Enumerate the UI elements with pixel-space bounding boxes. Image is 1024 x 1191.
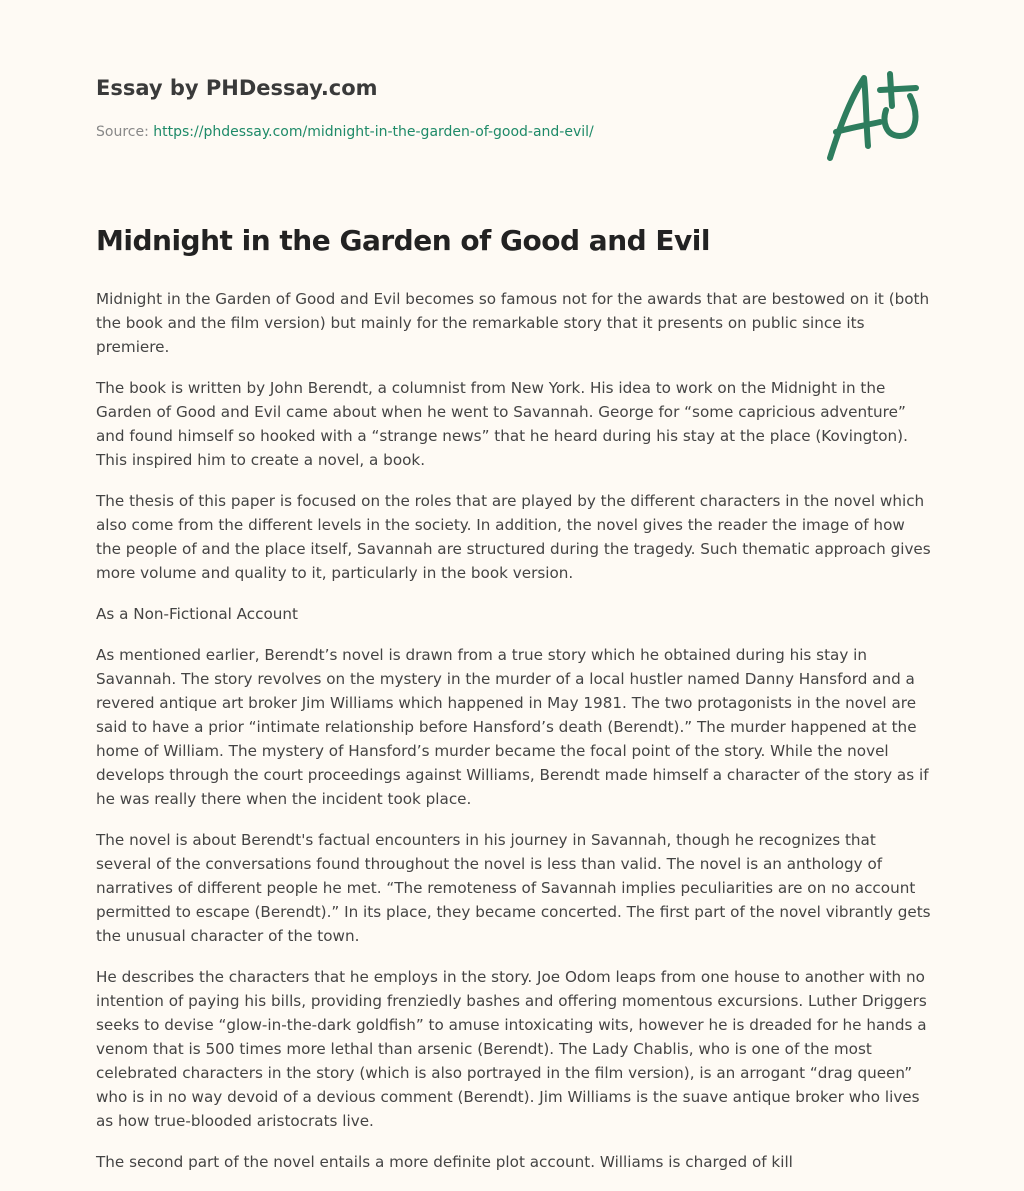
article-body (96, 287, 932, 1191)
source-link[interactable]: https://phdessay.com/midnight-in-the-garden-of-good-and-evil/ (153, 124, 594, 140)
paragraph: The second part of the novel entails a more definite plot account. Williams is charged of kill (96, 1153, 793, 1171)
source-label: Source: (96, 124, 149, 140)
section-heading: As a Non-Fictional Account (96, 605, 298, 623)
paragraph: He describes the characters that he employs in the story. Joe Odom leaps from one house to another with no intention of paying his bills, providing frenziedly bashes and offering momentous excursions. Luther Driggers seeks to devise “glow-in-the-dark goldfish” to amuse intoxicating wits, however he is dreaded for he hands a venom that is 500 times more lethal than arsenic (Berendt). The Lady Chablis, who is one of the most celebrated characters in the story (which is also portrayed in the film version), is an arrogant “drag queen” who is in no way devoid of a devious comment (Berendt). Jim Williams is the suave antique broker who lives as how true-blooded aristocrats live. (96, 968, 927, 1130)
page-header (96, 76, 594, 140)
site-title: Essay by PHDessay.com (96, 76, 378, 100)
source-line (96, 124, 594, 140)
article-title: Midnight in the Garden of Good and Evil (96, 224, 710, 257)
paragraph: The thesis of this paper is focused on the roles that are played by the different characters in the novel which also come from the different levels in the society. In addition, the novel gives the reader the image of how the people of and the place itself, Savannah are structured during the tragedy. Such thematic approach gives more volume and quality to it, particularly in the book version. (96, 492, 931, 582)
paragraph: Midnight in the Garden of Good and Evil becomes so famous not for the awards that are bestowed on it (both the book and the film version) but mainly for the remarkable story that it presents on public since its premiere. (96, 290, 930, 356)
paragraph: As mentioned earlier, Berendt’s novel is drawn from a true story which he obtained during his stay in Savannah. The story revolves on the mystery in the murder of a local hustler named Danny Hansford and a revered antique art broker Jim Williams which happened in May 1981. The two protagonists in the novel are said to have a prior “intimate relationship before Hansford’s death (Berendt).” The murder happened at the home of William. The mystery of Hansford’s murder became the focal point of the story. While the novel develops through the court proceedings against Williams, Berendt made himself a character of the story as if he was really there when the incident took place. (96, 646, 929, 808)
a-plus-logo-icon (820, 66, 930, 166)
paragraph: The book is written by John Berendt, a columnist from New York. His idea to work on the Midnight in the Garden of Good and Evil came about when he went to Savannah. George for “some capricious adventure” and found himself so hooked with a “strange news” that he heard during his stay at the place (Kovington). This inspired him to create a novel, a book. (96, 379, 908, 469)
paragraph: The novel is about Berendt's factual encounters in his journey in Savannah, though he recognizes that several of the conversations found throughout the novel is less than valid. The novel is an anthology of narratives of different people he met. “The remoteness of Savannah implies peculiarities are on no account permitted to escape (Berendt).” In its place, they became concerted. The first part of the novel vibrantly gets the unusual character of the town. (96, 831, 931, 945)
